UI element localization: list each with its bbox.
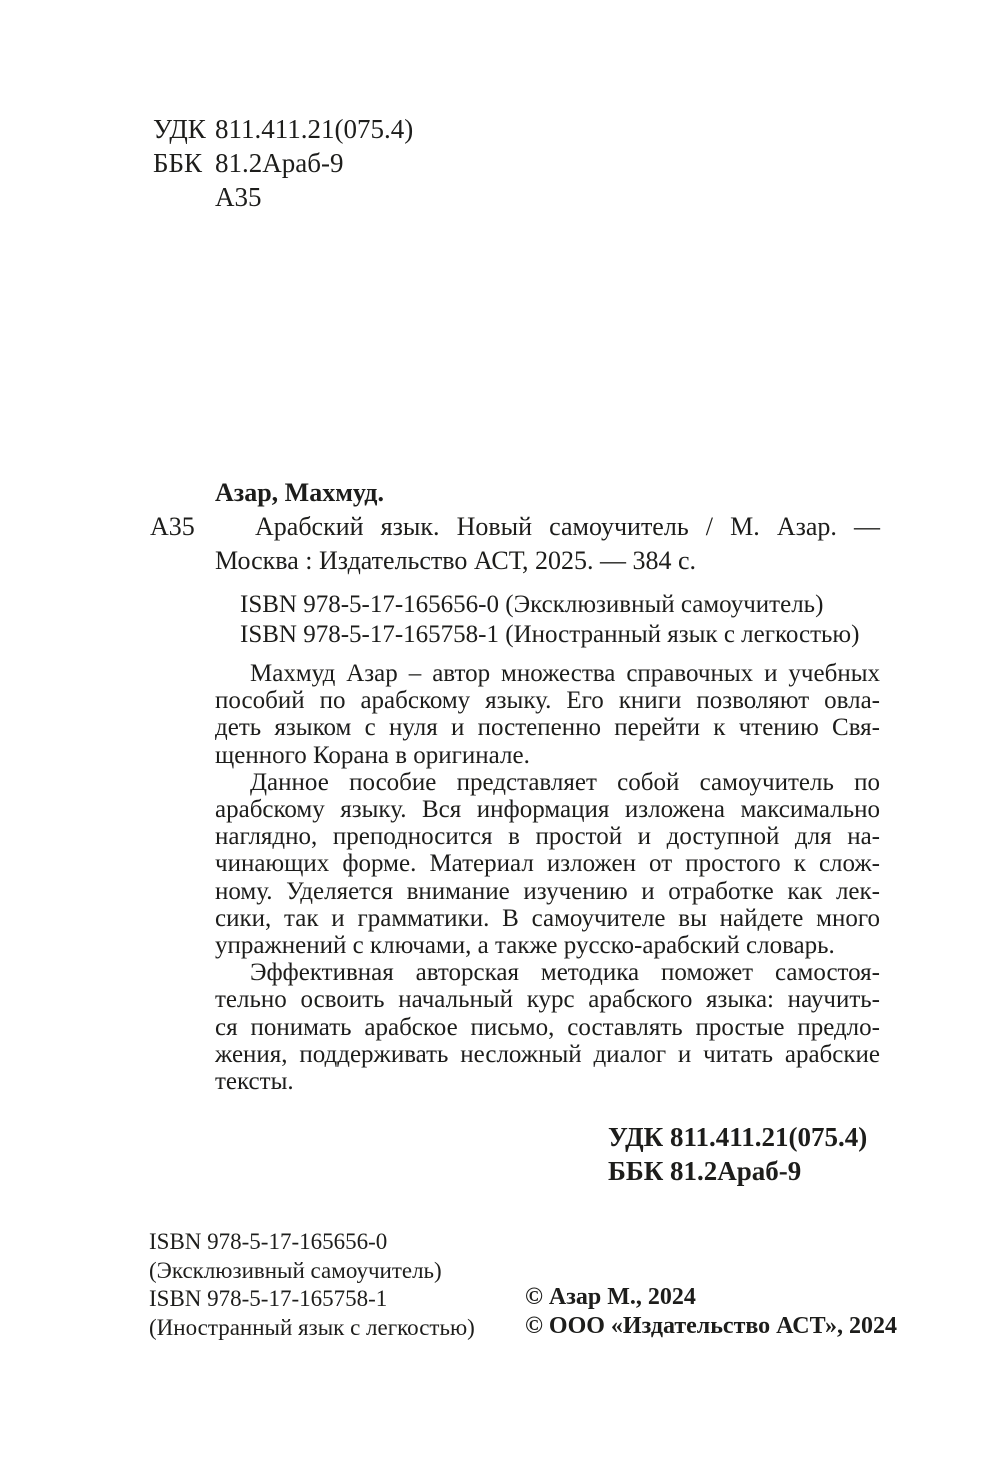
annotation-line: щенного Корана в оригинале. bbox=[215, 741, 530, 769]
bbk-code-line bbox=[153, 146, 413, 180]
bottom-classification-codes bbox=[608, 1120, 867, 1188]
annotation-line: ся понимать арабское письмо, составлять простые предло- bbox=[215, 1013, 880, 1041]
annotation-line: наглядно, преподносится в простой и доступной для на- bbox=[215, 823, 880, 851]
annotation-line: упражнений с ключами, а также русско-арабский словарь. bbox=[215, 932, 835, 960]
top-classification-codes bbox=[153, 112, 413, 214]
annotation-paragraph-1 bbox=[215, 660, 880, 769]
card-title-line-1: Арабский язык. Новый самоучитель / М. Азар. — bbox=[255, 512, 880, 541]
annotation-paragraph-2 bbox=[215, 769, 880, 959]
author-sign: А35 bbox=[215, 182, 262, 212]
card-author: Азар, Махмуд. bbox=[215, 478, 384, 507]
imprint-series-1: (Эксклюзивный самоучитель) bbox=[149, 1257, 442, 1283]
card-isbn-line-2: ISBN 978-5-17-165758-1 (Иностранный язык с легкостью) bbox=[240, 621, 860, 648]
annotation-line: ному. Уделяется внимание изучению и отработке как лек- bbox=[215, 877, 880, 905]
annotation bbox=[215, 660, 880, 1095]
imprint-series-2: (Иностранный язык с легкостью) bbox=[149, 1314, 475, 1340]
card-title-row bbox=[150, 510, 880, 544]
annotation-line: сики, так и грамматики. В самоучителе вы найдете много bbox=[215, 904, 880, 932]
annotation-line: тельно освоить начальный курс арабского языка: научить- bbox=[215, 986, 880, 1014]
annotation-line: Махмуд Азар – автор множества справочных и учебных bbox=[250, 660, 880, 687]
bbk-label: ББК bbox=[153, 148, 203, 178]
annotation-line: Эффективная авторская методика поможет самостоя- bbox=[250, 959, 880, 987]
bottom-udk-line: УДК 811.411.21(075.4) bbox=[608, 1122, 868, 1152]
annotation-line: жения, поддерживать несложный диалог и читать арабские bbox=[215, 1040, 880, 1068]
copyright-author-line: © Азар М., 2024 bbox=[525, 1284, 696, 1310]
card-title-line-2: Москва : Издательство АСТ, 2025. — 384 с. bbox=[215, 546, 697, 575]
bbk-value: 81.2Араб-9 bbox=[215, 148, 344, 178]
imprint-isbn-2: ISBN 978-5-17-165758-1 bbox=[149, 1286, 388, 1311]
udk-value: 811.411.21(075.4) bbox=[215, 114, 414, 144]
annotation-paragraph-3 bbox=[215, 959, 880, 1095]
imprint-isbn-block bbox=[149, 1228, 475, 1342]
annotation-line: пособий по арабскому языку. Его книги позволяют овла- bbox=[215, 687, 880, 715]
catalog-card bbox=[150, 476, 880, 650]
imprint-copyright-block bbox=[525, 1283, 897, 1340]
bottom-bbk-line: ББК 81.2Араб-9 bbox=[608, 1156, 802, 1186]
udk-code-line bbox=[153, 112, 413, 146]
author-sign-line bbox=[153, 180, 413, 214]
card-isbn-line-1: ISBN 978-5-17-165656-0 (Эксклюзивный самоучитель) bbox=[240, 591, 824, 618]
author-sign-spacer bbox=[153, 180, 215, 214]
annotation-line: арабскому языку. Вся информация изложена максимально bbox=[215, 796, 880, 824]
udk-label: УДК bbox=[153, 114, 206, 144]
annotation-line: деть языком с нуля и постепенно перейти к чтению Свя- bbox=[215, 714, 880, 742]
annotation-line: Данное пособие представляет собой самоучитель по bbox=[250, 768, 880, 796]
annotation-line: тексты. bbox=[215, 1068, 294, 1096]
imprint-isbn-1: ISBN 978-5-17-165656-0 bbox=[149, 1229, 388, 1254]
annotation-line: чинающих форме. Материал изложен от простого к слож- bbox=[215, 850, 880, 878]
copyright-publisher-line: © ООО «Издательство АСТ», 2024 bbox=[525, 1312, 898, 1339]
card-author-sign: А35 bbox=[150, 512, 195, 541]
